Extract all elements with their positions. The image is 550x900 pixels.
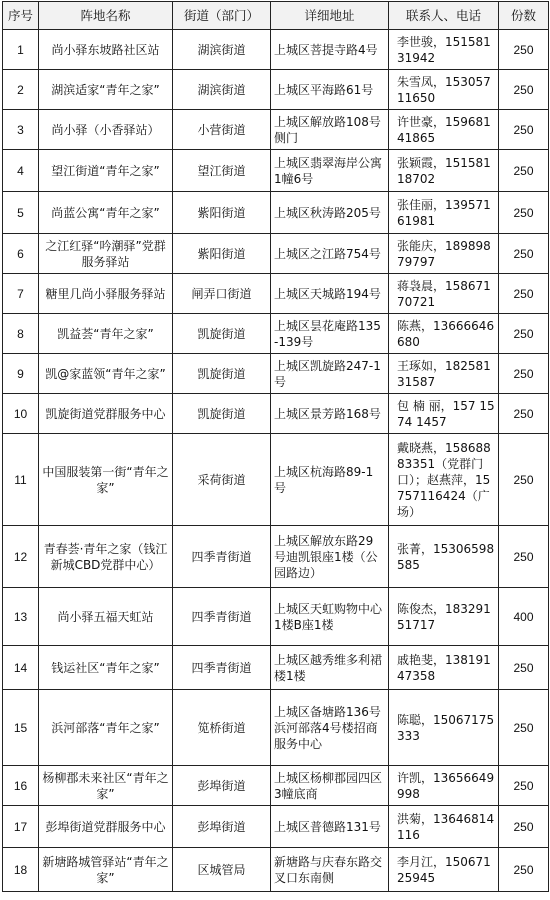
header-copies: 份数 [499, 2, 549, 30]
cell-name: 杨柳郡未来社区“青年之家” [39, 766, 173, 806]
cell-contact: 洪菊，13646814116 [389, 806, 499, 848]
cell-contact: 陈燕，13666646680 [389, 314, 499, 354]
cell-street: 区城管局 [173, 848, 271, 892]
cell-seq: 10 [3, 394, 39, 434]
cell-address: 上城区景芳路168号 [271, 394, 389, 434]
cell-street: 紫阳街道 [173, 192, 271, 234]
cell-street: 凯旋街道 [173, 314, 271, 354]
cell-contact: 蒋袅晨，15867170721 [389, 274, 499, 314]
cell-address: 上城区天虹购物中心1楼B座1楼 [271, 588, 389, 646]
cell-address: 上城区平海路61号 [271, 70, 389, 110]
cell-name: 尚小驿（小香驿站） [39, 110, 173, 150]
cell-contact: 张能庆，18989879797 [389, 234, 499, 274]
cell-name: 浜河部落“青年之家” [39, 690, 173, 766]
cell-copies: 250 [499, 30, 549, 70]
table-header-row [3, 2, 549, 30]
table-row [3, 394, 549, 434]
cell-name: 中国服装第一街“青年之家” [39, 434, 173, 526]
cell-copies: 250 [499, 526, 549, 588]
table-row [3, 806, 549, 848]
cell-street: 湖滨街道 [173, 30, 271, 70]
cell-copies: 400 [499, 588, 549, 646]
cell-seq: 12 [3, 526, 39, 588]
cell-contact: 包 楠 丽，157 1574 1457 [389, 394, 499, 434]
cell-contact: 戴晓燕，15868883351（党群门口）；赵燕萍，15757116424（广场） [389, 434, 499, 526]
cell-name: 之江红驿“吟潮驿”党群服务驿站 [39, 234, 173, 274]
cell-address: 上城区昙花庵路135-139号 [271, 314, 389, 354]
table-row [3, 766, 549, 806]
cell-contact: 朱雪凤，15305711650 [389, 70, 499, 110]
cell-contact: 张颖霞，15158118702 [389, 150, 499, 192]
cell-name: 钱运社区“青年之家” [39, 646, 173, 690]
cell-address: 上城区凯旋路247-1号 [271, 354, 389, 394]
cell-address: 上城区翡翠海岸公寓1幢6号 [271, 150, 389, 192]
table-row [3, 354, 549, 394]
venue-table [2, 1, 549, 892]
cell-copies: 250 [499, 690, 549, 766]
cell-name: 青春荟·青年之家（钱江新城CBD党群中心） [39, 526, 173, 588]
cell-contact: 李月江，15067125945 [389, 848, 499, 892]
table-row [3, 848, 549, 892]
table-row [3, 274, 549, 314]
cell-copies: 250 [499, 314, 549, 354]
cell-street: 凯旋街道 [173, 394, 271, 434]
cell-contact: 张佳丽，13957161981 [389, 192, 499, 234]
cell-contact: 陈聪，15067175333 [389, 690, 499, 766]
cell-copies: 250 [499, 394, 549, 434]
cell-street: 紫阳街道 [173, 234, 271, 274]
table-row [3, 690, 549, 766]
table-row [3, 314, 549, 354]
cell-seq: 1 [3, 30, 39, 70]
cell-address: 上城区解放路108号侧门 [271, 110, 389, 150]
cell-address: 上城区解放东路29号迪凯银座1楼（公园路边） [271, 526, 389, 588]
cell-street: 四季青街道 [173, 526, 271, 588]
cell-name: 凯益荟“青年之家” [39, 314, 173, 354]
cell-seq: 11 [3, 434, 39, 526]
cell-address: 上城区备塘路136号浜河部落4号楼招商服务中心 [271, 690, 389, 766]
cell-street: 采荷街道 [173, 434, 271, 526]
cell-name: 凯@家蓝领“青年之家” [39, 354, 173, 394]
table-row [3, 30, 549, 70]
cell-name: 湖滨适家“青年之家” [39, 70, 173, 110]
cell-address: 上城区秋涛路205号 [271, 192, 389, 234]
cell-name: 糖里几尚小驿服务驿站 [39, 274, 173, 314]
cell-seq: 17 [3, 806, 39, 848]
cell-copies: 250 [499, 646, 549, 690]
header-street: 街道（部门） [173, 2, 271, 30]
cell-name: 凯旋街道党群服务中心 [39, 394, 173, 434]
table-row [3, 588, 549, 646]
header-seq: 序号 [3, 2, 39, 30]
cell-street: 凯旋街道 [173, 354, 271, 394]
cell-street: 彭埠街道 [173, 766, 271, 806]
cell-copies: 250 [499, 150, 549, 192]
cell-street: 望江街道 [173, 150, 271, 192]
table-row [3, 70, 549, 110]
cell-seq: 3 [3, 110, 39, 150]
cell-copies: 250 [499, 354, 549, 394]
cell-address: 上城区杨柳郡园四区3幢底商 [271, 766, 389, 806]
cell-address: 新塘路与庆春东路交叉口东南侧 [271, 848, 389, 892]
table-row [3, 150, 549, 192]
cell-copies: 250 [499, 806, 549, 848]
cell-name: 彭埠街道党群服务中心 [39, 806, 173, 848]
table-row [3, 434, 549, 526]
cell-seq: 16 [3, 766, 39, 806]
cell-name: 望江街道“青年之家” [39, 150, 173, 192]
cell-address: 上城区之江路754号 [271, 234, 389, 274]
header-name: 阵地名称 [39, 2, 173, 30]
header-contact: 联系人、电话 [389, 2, 499, 30]
cell-street: 彭埠街道 [173, 806, 271, 848]
cell-street: 湖滨街道 [173, 70, 271, 110]
cell-copies: 250 [499, 766, 549, 806]
cell-street: 四季青街道 [173, 588, 271, 646]
cell-seq: 14 [3, 646, 39, 690]
cell-name: 新塘路城管驿站“青年之家” [39, 848, 173, 892]
table-row [3, 526, 549, 588]
cell-seq: 9 [3, 354, 39, 394]
table-row [3, 234, 549, 274]
cell-seq: 7 [3, 274, 39, 314]
cell-contact: 李世骏，15158131942 [389, 30, 499, 70]
table-row [3, 110, 549, 150]
cell-copies: 250 [499, 848, 549, 892]
table-row [3, 192, 549, 234]
cell-copies: 250 [499, 274, 549, 314]
table-row [3, 646, 549, 690]
header-address: 详细地址 [271, 2, 389, 30]
cell-address: 上城区杭海路89-1号 [271, 434, 389, 526]
cell-copies: 250 [499, 70, 549, 110]
cell-contact: 张菁，15306598585 [389, 526, 499, 588]
cell-seq: 2 [3, 70, 39, 110]
cell-contact: 王琢如，18258131587 [389, 354, 499, 394]
cell-street: 闸弄口街道 [173, 274, 271, 314]
cell-name: 尚蓝公寓“青年之家” [39, 192, 173, 234]
cell-copies: 250 [499, 192, 549, 234]
cell-seq: 13 [3, 588, 39, 646]
cell-contact: 戚艳斐，13819147358 [389, 646, 499, 690]
cell-copies: 250 [499, 234, 549, 274]
cell-street: 四季青街道 [173, 646, 271, 690]
cell-copies: 250 [499, 110, 549, 150]
cell-contact: 许世豪，15968141865 [389, 110, 499, 150]
cell-seq: 18 [3, 848, 39, 892]
cell-seq: 4 [3, 150, 39, 192]
cell-street: 小营街道 [173, 110, 271, 150]
cell-contact: 许凯，13656649998 [389, 766, 499, 806]
cell-seq: 5 [3, 192, 39, 234]
cell-address: 上城区菩提寺路4号 [271, 30, 389, 70]
cell-seq: 6 [3, 234, 39, 274]
cell-name: 尚小驿五福天虹站 [39, 588, 173, 646]
cell-seq: 8 [3, 314, 39, 354]
cell-address: 上城区普德路131号 [271, 806, 389, 848]
cell-name: 尚小驿东坡路社区站 [39, 30, 173, 70]
cell-contact: 陈俊杰，18329151717 [389, 588, 499, 646]
cell-seq: 15 [3, 690, 39, 766]
cell-address: 上城区越秀维多利裙楼1楼 [271, 646, 389, 690]
cell-street: 笕桥街道 [173, 690, 271, 766]
cell-copies: 250 [499, 434, 549, 526]
cell-address: 上城区天城路194号 [271, 274, 389, 314]
